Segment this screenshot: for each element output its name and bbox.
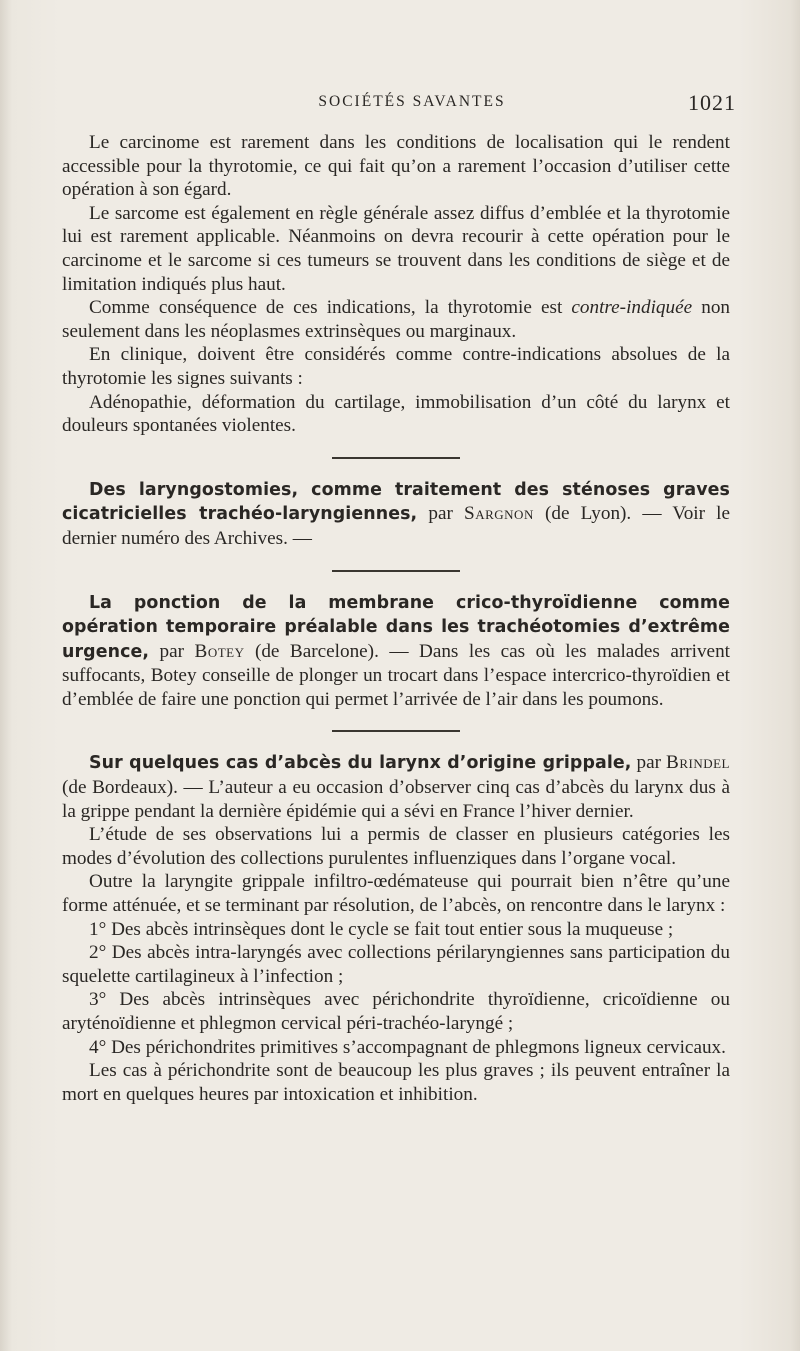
- page-number: 1021: [688, 90, 736, 115]
- text: (de Lyon). — Voir le dernier numéro des Archives. —: [62, 503, 731, 549]
- list-item: 4° Des périchondrites primitives s’accompagnant de phlegmons ligneux cervicaux.: [89, 1036, 726, 1058]
- paragraph: En clinique, doivent être considérés comme contre-indications absolues de la thyrotomie les signes suivants :: [62, 344, 730, 389]
- text: (de Bordeaux). — L’auteur a eu occasion d’observer cinq cas d’abcès du larynx dus à la grippe pendant la dernière épidémie qui a sévi en France l’hiver dernier.: [62, 777, 730, 822]
- section-title: La ponction de la membrane crico-thyroïdienne comme opération temporaire préalable dans les trachéotomies d’extrême urgence,: [62, 592, 730, 662]
- text: (de Barcelone). — Dans les cas où les malades arrivent suffocants, Botey conseille de plonger un trocart dans l’espace intercrico-thyroïdien et d’emblée de faire une ponction qui permet l’arrivée de l’air dans les poumons.: [62, 640, 731, 710]
- author-name: Botey: [194, 640, 245, 662]
- section-divider: [332, 730, 460, 732]
- paragraph: Le sarcome est également en règle générale assez diffus d’emblée et la thyrotomie lui est rarement applicable. Néanmoins on devra recourir à cette opération pour le carcinome et le sarcome si ces tumeurs se trouvent dans les conditions de siège et de limitation indiqués plus haut.: [62, 202, 730, 295]
- section-title: Des laryngostomies, comme traitement des sténoses graves cicatricielles trachéo-laryngiennes,: [62, 479, 730, 525]
- paragraph: L’étude de ses observations lui a permis de classer en plusieurs catégories les modes d’évolution des collections purulentes influenziques dans l’organe vocal.: [62, 824, 730, 869]
- list-item: 2° Des abcès intra-laryngés avec collections périlaryngiennes sans participation du squelette cartilagineux à l’infection ;: [62, 942, 730, 987]
- section-divider: [332, 457, 460, 459]
- paragraph: Adénopathie, déformation du cartilage, immobilisation d’un côté du larynx et douleurs spontanées violentes.: [62, 391, 730, 437]
- text: par: [631, 752, 667, 774]
- paragraph: Outre la laryngite grippale infiltro-œdémateuse qui pourrait bien n’être qu’une forme atténuée, et se terminant par résolution, de l’abcès, on rencontre dans le larynx :: [62, 871, 730, 917]
- list-item: 3° Des abcès intrinsèques avec périchondrite thyroïdienne, cricoïdienne ou aryténoïdienne et phlegmon cervical péri-trachéo-laryngé ;: [62, 989, 730, 1034]
- section-abces: [62, 751, 730, 823]
- text: non seulement dans les néoplasmes extrinsèques ou marginaux.: [62, 297, 730, 342]
- author-name: Sargnon: [464, 503, 534, 525]
- text: par: [149, 640, 195, 662]
- paragraph: Les cas à périchondrite sont de beaucoup les plus graves ; ils peuvent entraîner la mort en quelques heures par intoxication et inhibition.: [62, 1060, 730, 1105]
- page-header: [88, 90, 736, 120]
- section-laryngostomies: [62, 478, 730, 551]
- paragraph: Le carcinome est rarement dans les conditions de localisation qui le rendent accessible pour la thyrotomie, ce qui fait qu’on a rarement l’occasion d’utiliser cette opération à son égard.: [62, 132, 730, 201]
- section-title: Sur quelques cas d’abcès du larynx d’origine grippale,: [89, 753, 632, 774]
- list-item: 1° Des abcès intrinsèques dont le cycle se fait tout entier sous la muqueuse ;: [89, 918, 674, 940]
- text: Comme conséquence de ces indications, la thyrotomie est: [89, 297, 572, 319]
- running-head: SOCIÉTÉS SAVANTES: [318, 93, 506, 110]
- page-body: [62, 131, 730, 1106]
- section-divider: [332, 570, 460, 572]
- author-name: Brindel: [666, 752, 730, 774]
- text: par: [417, 503, 465, 525]
- section-ponction: [62, 591, 730, 712]
- emphasis: contre-indiquée: [571, 297, 693, 319]
- paragraph: [62, 296, 730, 343]
